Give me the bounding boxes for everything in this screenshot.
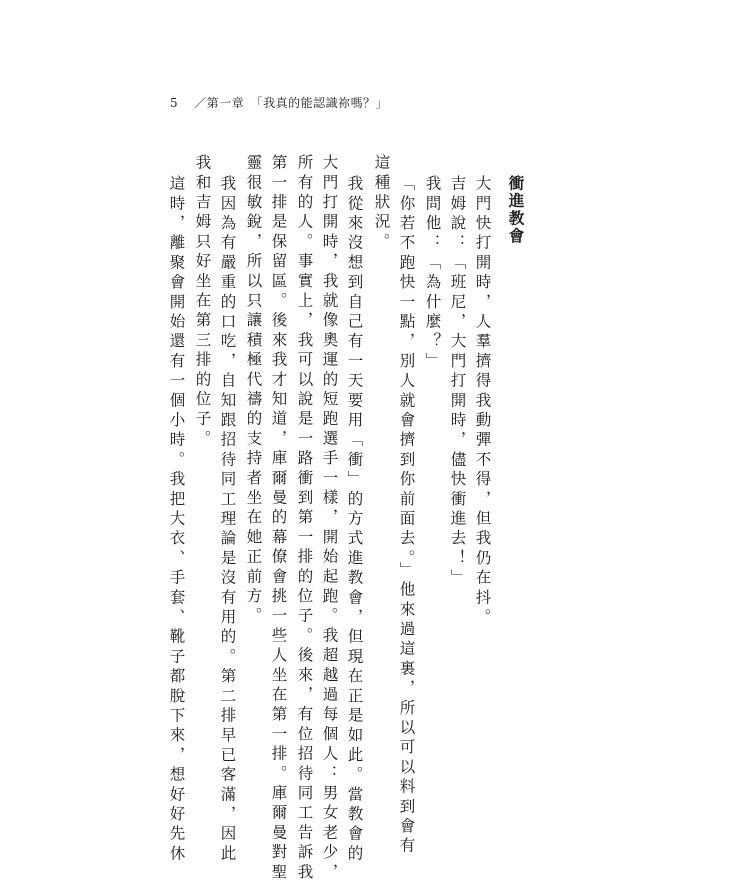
text-column-7: 大門打開時，我就像奧運的短跑選手一樣，開始起跑。我超越過每個人：男女老少， [320, 154, 339, 883]
chapter-title: ／第一章 「我真的能認識祢嗎？」 [194, 96, 389, 110]
section-title: 衝進教會 [506, 175, 526, 245]
text-column-9: 第一排是保留區。後來我才知道，庫爾曼的幕僚會挑一些人坐在第一排。庫爾曼對聖 [269, 154, 288, 883]
text-column-4: 「你若不跑快一點，別人就會擠到你前面去。」他來過這裏，所以可以料到會有 [397, 175, 416, 857]
text-column-2: 吉姆說：「班尼，大門打開時，儘快衝進去！」 [448, 175, 467, 589]
text-column-8: 所有的人。事實上，我可以說是一路衝到第一排的位子。後來，有位招待同工告訴我 [295, 154, 314, 883]
text-column-1: 大門快打開時，人羣擠得我動彈不得，但我仍在抖。 [473, 175, 492, 629]
page-number: 5 [170, 96, 179, 110]
text-column-10: 靈很敏銳，所以只讓積極代禱的支持者坐在她正前方。 [244, 154, 263, 627]
text-column-12: 我和吉姆只好坐在第三排的位子。 [193, 154, 212, 450]
text-column-3: 我問他：「為什麼？」 [423, 175, 442, 372]
running-header [170, 94, 388, 111]
text-column-5: 這種狀況。 [372, 154, 391, 253]
text-column-11: 我因為有嚴重的口吃，自知跟招待同工理論是沒有用的。第二排早已客滿，因此 [218, 175, 237, 865]
text-column-6: 我從來沒想到自己有一天要用「衝」的方式進教會，但現在正是如此。當教會的 [345, 175, 364, 865]
text-column-13: 這時，離聚會開始還有一個小時。我把大衣、手套、靴子都脫下來，想好好先休 [167, 175, 186, 865]
